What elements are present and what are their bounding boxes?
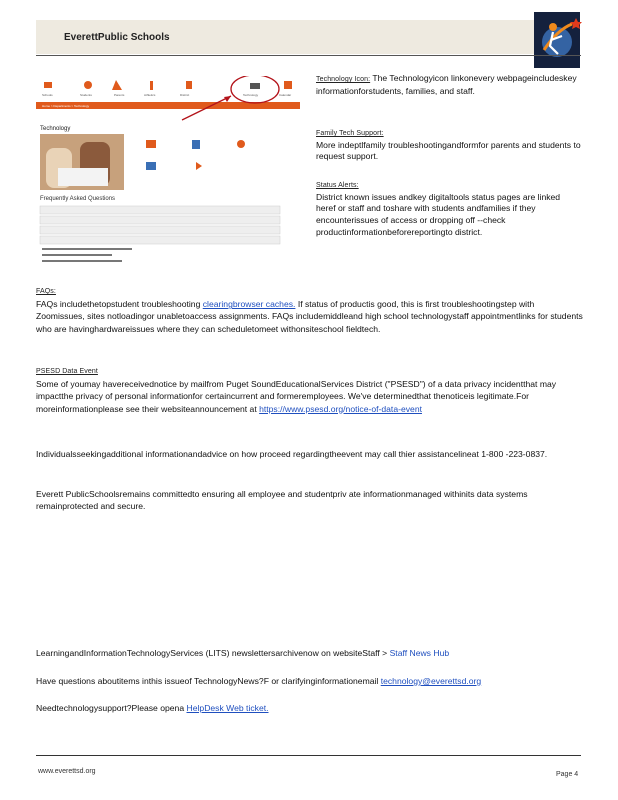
svg-text:Parents: Parents [114, 93, 125, 97]
district-logo [532, 10, 584, 70]
svg-text:Technology: Technology [243, 93, 259, 97]
status-alerts-text: District known issues andkey digitaltools status pages are linked heref or staff and toshare with students andfamilies if they encounterissues of access or dropping off --check productinformationbeforereportingto district. [316, 191, 561, 237]
newsletter-line [36, 648, 449, 658]
svg-text:Technology: Technology [40, 126, 71, 132]
website-screenshot [36, 76, 300, 272]
faqs-section [36, 286, 584, 335]
tech-icon-section [316, 73, 582, 97]
website-url: www.everettsd.org [38, 768, 96, 775]
tech-icon-text: The Technologyicon linkonevery webpageincludeskey informationforstudents, families, and staff. [316, 73, 577, 96]
clear-cache-link[interactable]: clearingbrowser caches. [202, 299, 296, 310]
svg-text:Schools: Schools [42, 93, 53, 97]
psesd-text: Some of youmay havereceivednotice by mailfrom Puget SoundEducationalServices District ("PSESD") of a data privacy incidentthat may impactthe privacy of personal informationfor certaincurrent and formeremployees. We've determinedthat thenoticeis legitimate.For moreinformationplease see their websiteannouncement at [36, 379, 557, 414]
header-rule [36, 55, 581, 56]
svg-text:Frequently Asked Questions: Frequently Asked Questions [40, 196, 116, 202]
questions-line [36, 676, 481, 686]
footer-rule [36, 755, 581, 756]
page-number: Page 4 [556, 771, 579, 778]
psesd-url-link[interactable]: https://www.psesd.org/notice-of-data-event [259, 403, 422, 414]
faqs-text-before: FAQs includethetopstudent troubleshooting [36, 299, 201, 310]
faqs-text-after: If status of productis good, this is first troubleshootingstep with Zoomissues, sites notloadingor unabletoaccess assignments. FAQs includemiddleand high school technologystaff appointmentlinks for students who are havinghardwareissues where they can scheduletomeet withonsiteschool fieldtech. [36, 299, 583, 334]
assistance-paragraph: Individualsseekingadditional informationandadvice on how proceed regardingtheevent may call thier assistancelineat 1-800 -223-0837. [36, 449, 548, 459]
svg-text:District: District [180, 93, 190, 97]
status-alerts-section [316, 180, 582, 239]
family-support-section [316, 128, 582, 163]
questions-text: Have questions aboutitems inthis issueof TechnologyNews?F or clarifyinginformationemail [36, 676, 379, 686]
newsletter-text: LearningandInformationTechnologyServices (LITS) newslettersarchivenow on websiteStaff > [36, 648, 388, 658]
org-name: EverettPublic Schools [64, 32, 170, 43]
technology-email-link[interactable]: technology@everettsd.org [380, 676, 482, 686]
svg-text:Students: Students [80, 93, 92, 97]
tech-icon-label: Technology Icon: [316, 76, 371, 83]
svg-text:Calendar: Calendar [279, 93, 292, 97]
support-line [36, 703, 269, 713]
family-support-text: More indeptlfamily troubleshootingandformfor parents and students to request support. [316, 139, 581, 162]
commitment-paragraph: Everett PublicSchoolsremains committedto ensuring all employee and studentpriv ate informationmanaged withinits data systems remainprotected and secure. [36, 489, 528, 512]
svg-text:Home > Departments > Technolog: Home > Departments > Technology [42, 104, 90, 108]
support-text: Needtechnologysupport?Please opena [36, 703, 185, 713]
family-support-label: Family Tech Support: [316, 130, 384, 137]
faqs-label: FAQs: [36, 288, 56, 295]
staff-news-hub-link[interactable]: Staff News Hub [389, 648, 450, 658]
helpdesk-ticket-link[interactable]: HelpDesk Web ticket. [186, 703, 269, 713]
psesd-section [36, 366, 584, 415]
psesd-label: PSESD Data Event [36, 368, 98, 375]
status-alerts-label: Status Alerts: [316, 182, 359, 189]
svg-text:Athletics: Athletics [144, 93, 156, 97]
